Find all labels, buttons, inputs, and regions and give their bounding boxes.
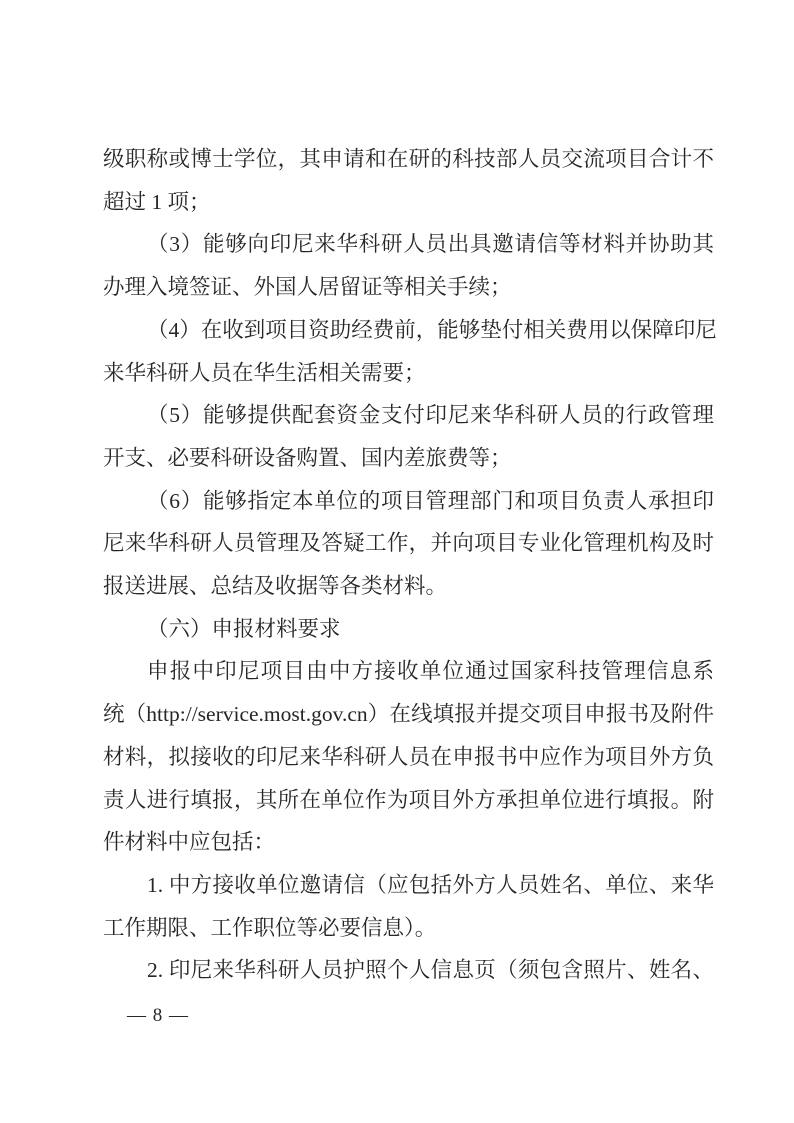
document-body [103,138,717,992]
text-line: 开支、必要科研设备购置、国内差旅费等； [103,445,512,470]
text-line: （3）能够向印尼来华科研人员出具邀请信等材料并协助其 [147,232,714,257]
page-number: — 8 — [127,1005,189,1026]
list-item-line: 工作期限、工作职位等必要信息）。 [103,915,437,940]
text-line: 统（http://service.most.gov.cn）在线填报并提交项目申报书及附件 [103,702,714,727]
text-line: 件材料中应包括： [103,830,276,855]
text-line: 超过 1 项； [103,189,211,214]
text-line: （4）在收到项目资助经费前，能够垫付相关费用以保障印尼 [147,317,717,342]
section-heading: （六）申报材料要求 [147,616,341,641]
text-line: 申报中印尼项目由中方接收单位通过国家科技管理信息系 [147,659,714,684]
text-line: 级职称或博士学位，其申请和在研的科技部人员交流项目合计不 [103,147,714,171]
text-line: 尼来华科研人员管理及答疑工作，并向项目专业化管理机构及时 [103,531,714,556]
list-item-line: 1. 中方接收单位邀请信（应包括外方人员姓名、单位、来华 [147,872,714,897]
text-line: （6）能够指定本单位的项目管理部门和项目负责人承担印 [147,488,714,513]
text-line: 来华科研人员在华生活相关需要； [103,360,426,385]
text-line: 材料，拟接收的印尼来华科研人员在申报书中应作为项目外方负 [103,744,714,769]
text-line: 责人进行填报，其所在单位作为项目外方承担单位进行填报。附 [103,787,714,812]
text-line: 报送进展、总结及收据等各类材料。 [103,574,448,599]
text-line: 办理入境签证、外国人居留证等相关手续； [103,275,512,300]
list-item-line: 2. 印尼来华科研人员护照个人信息页（须包含照片、姓名、 [147,958,714,983]
text-line: （5）能够提供配套资金支付印尼来华科研人员的行政管理 [147,403,714,428]
